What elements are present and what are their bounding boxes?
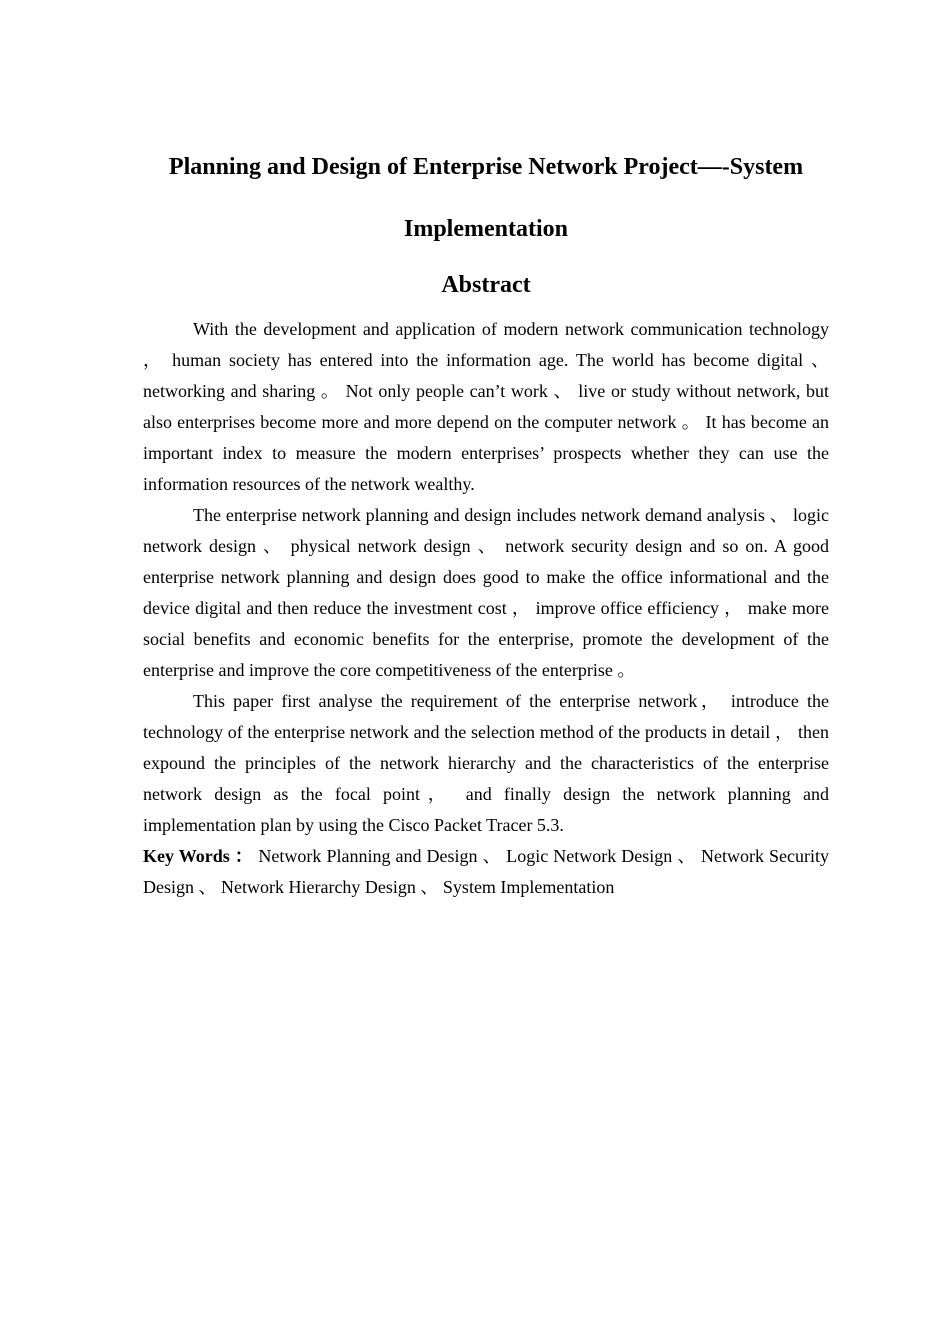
paper-title-line-2: Implementation — [404, 216, 568, 242]
keywords-line — [143, 841, 829, 903]
abstract-paragraph-3: This paper first analyse the requirement of the enterprise network， introduce the technology of the enterprise network and the selection method of the products in detail ， then expound the principles of the network hierarchy and the characteristics of the enterprise network design as the focal point， and finally design the network planning and implementation plan by using the Cisco Packet Tracer 5.3. — [143, 691, 829, 835]
abstract-paragraph-2: The enterprise network planning and design includes network demand analysis 、 logic network design 、 physical network design 、 network security design and so on. A good enterprise network planning and design does good to make the office informational and the device digital and then reduce the investment cost ， improve office efficiency ， make more social benefits and economic benefits for the enterprise, promote the development of the enterprise and improve the core competitiveness of the enterprise 。 — [143, 505, 829, 680]
paper-title-line-1: Planning and Design of Enterprise Network Project—-System — [168, 154, 804, 180]
abstract-heading: Abstract — [441, 272, 531, 298]
abstract-body — [143, 314, 829, 903]
keywords-text: Network Planning and Design 、 Logic Network Design 、 Network Security Design 、 Network Hierarchy Design 、 System Implementation — [143, 846, 829, 897]
keywords-label: Key Words ： — [143, 846, 254, 866]
abstract-paragraph-1: With the development and application of modern network communication technology ， human society has entered into the information age. The world has become digital 、 networking and sharing 。 Not only people can’t work 、 live or study without network, but also enterprises become more and more depend on the computer network 。 It has become an important index to measure the modern enterprises’ prospects whether they can use the information resources of the network wealthy. — [143, 319, 829, 494]
